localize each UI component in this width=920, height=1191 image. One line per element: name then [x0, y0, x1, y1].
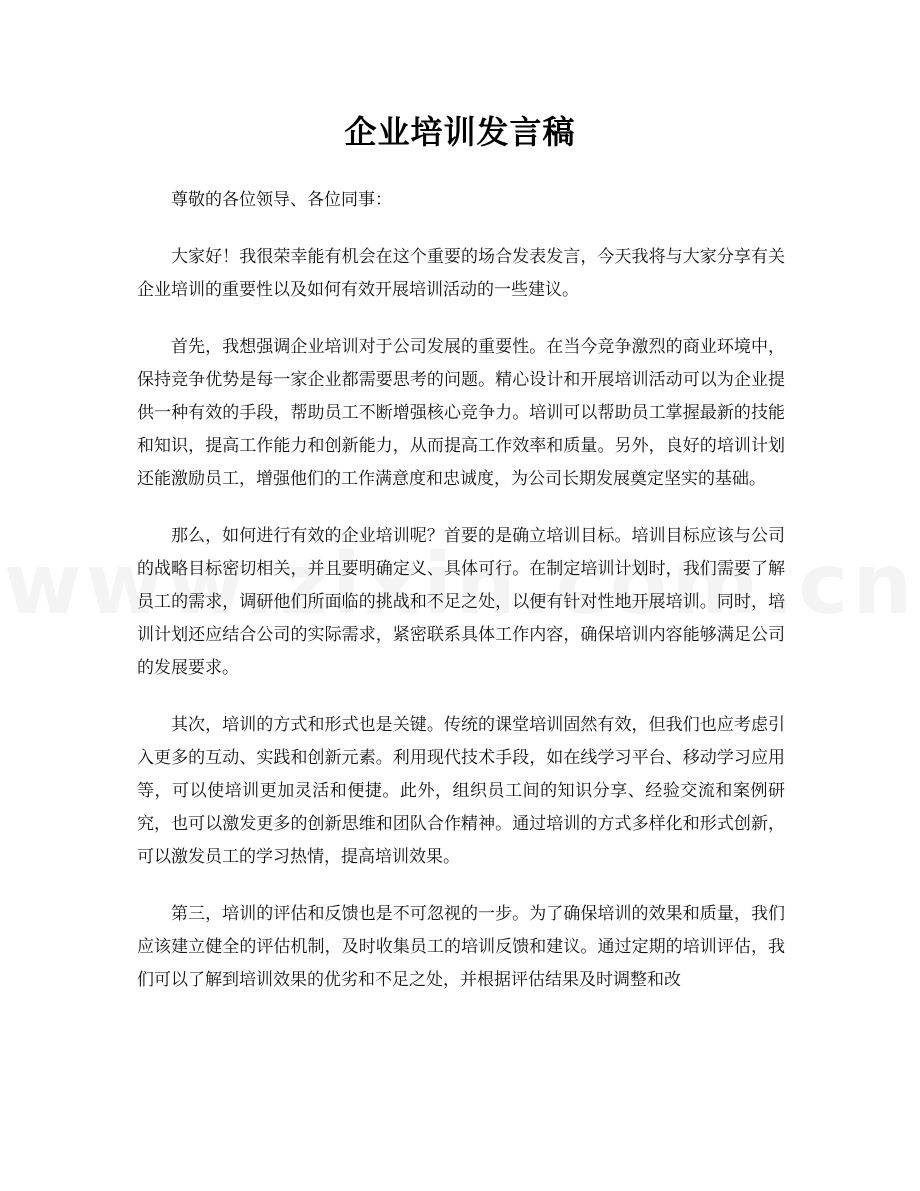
paragraph-evaluation: 第三，培训的评估和反馈也是不可忽视的一步。为了确保培训的效果和质量，我们应该建立健全的评估机制，及时收集员工的培训反馈和建议。通过定期的培训评估，我们可以了解到培训效果的优劣和不足之处，并根据评估结果及时调整和改	[137, 904, 785, 990]
paragraph-goals: 那么，如何进行有效的企业培训呢？首要的是确立培训目标。培训目标应该与公司的战略目标密切相关，并且要明确定义、具体可行。在制定培训计划时，我们需要了解员工的需求，调研他们所面临的挑战和不足之处，以便有针对性地开展培训。同时，培训计划还应结合公司的实际需求，紧密联系具体工作内容，确保培训内容能够满足公司的发展要求。	[137, 526, 785, 678]
paragraph-greeting: 大家好！我很荣幸能有机会在这个重要的场合发表发言，今天我将与大家分享有关企业培训的重要性以及如何有效开展培训活动的一些建议。	[137, 247, 785, 300]
salutation: 尊敬的各位领导、各位同事：	[171, 190, 392, 210]
paragraph-importance: 首先，我想强调企业培训对于公司发展的重要性。在当今竞争激烈的商业环境中，保持竞争优势是每一家企业都需要思考的问题。精心设计和开展培训活动可以为企业提供一种有效的手段，帮助员工不断增强核心竞争力。培训可以帮助员工掌握最新的技能和知识，提高工作能力和创新能力，从而提高工作效率和质量。另外，良好的培训计划还能激励员工，增强他们的工作满意度和忠诚度，为公司长期发展奠定坚实的基础。	[137, 337, 785, 489]
document-body	[137, 184, 785, 1021]
document-title: 企业培训发言稿	[344, 113, 576, 151]
paragraph-methods: 其次，培训的方式和形式也是关键。传统的课堂培训固然有效，但我们也应考虑引入更多的互动、实践和创新元素。利用现代技术手段，如在线学习平台、移动学习应用等，可以使培训更加灵活和便捷。此外，组织员工间的知识分享、经验交流和案例研究，也可以激发更多的创新思维和团队合作精神。通过培训的方式多样化和形式创新，可以激发员工的学习热情，提高培训效果。	[137, 715, 785, 867]
